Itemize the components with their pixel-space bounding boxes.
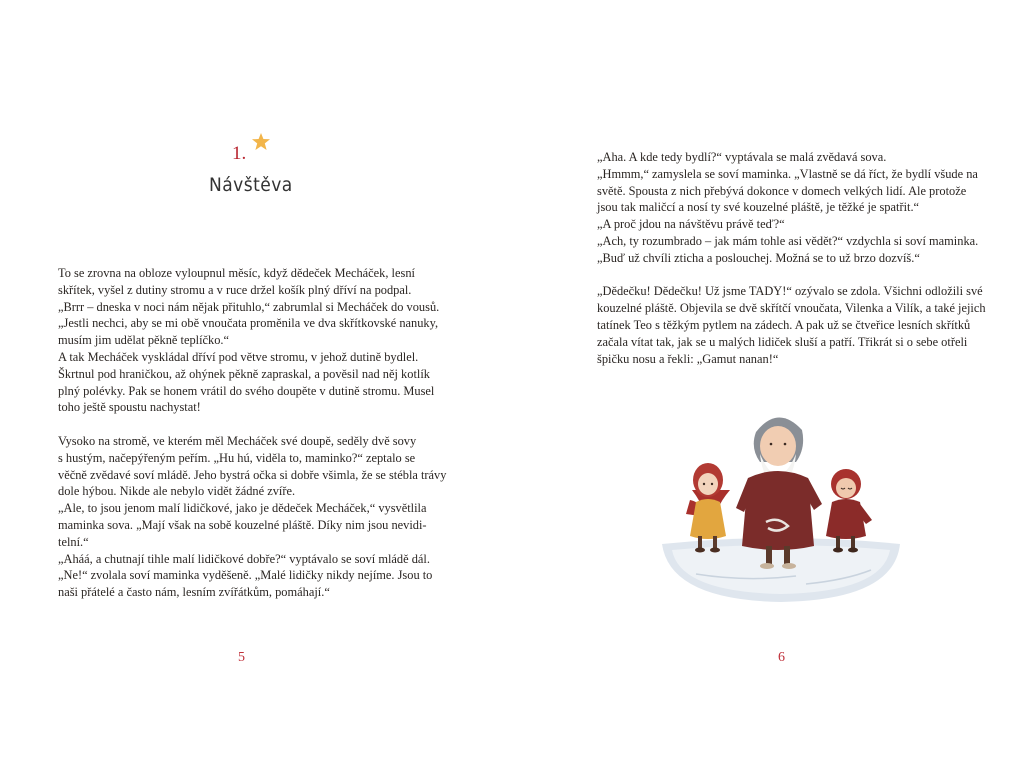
text-line: kouzelné pláště. Objevila se dvě skřítčí vnoučata, Vilenka a Vilík, a také jejich (597, 301, 986, 316)
text-line: musím jim udělat pěkně teplíčko.“ (58, 333, 230, 348)
page-number-right: 6 (778, 650, 785, 665)
text-line: špičku nosu a řekli: „Gamut nanan!“ (597, 351, 779, 366)
text-line: „Aháá, a chutnají tihle malí lidičkové dobře?“ vyptávalo se soví mládě dál. (58, 551, 430, 566)
text-line: jsou tak maličcí a nosí ty své kouzelné pláště, je těžké je spatřit.“ (597, 200, 920, 215)
chapter-title: Návštěva (209, 174, 293, 196)
text-line: „Ne!“ zvolala soví maminka vyděšeně. „Malé lidičky nikdy nejíme. Jsou to (58, 568, 433, 583)
text-line: „Aha. A kde tedy bydlí?“ vyptávala se malá zvědavá sova. (597, 150, 887, 164)
text-line: „Ale, to jsou jenom malí lidičkové, jako je dědeček Mecháček,“ vysvětlila (58, 501, 427, 516)
text-line: tatínek Teo s těžkým pytlem na zádech. A pak už se čtveřice lesních skřítků (597, 317, 971, 332)
gnome-family-illustration (656, 404, 906, 608)
text-line: skřítek, vyšel z dutiny stromu a v ruce držel košík plný dříví na podpal. (58, 282, 412, 297)
text-line: naši přátelé a často nám, lesním zvířátkům, pomáhají.“ (58, 585, 330, 600)
text-line: „Brrr – dneska v noci nám nějak přituhlo,“ zabrumlal si Mecháček do vousů. (58, 299, 440, 314)
text-line: „Jestli nechci, aby se mi obě vnoučata proměnila ve dva skřítkovské nanuky, (58, 316, 439, 331)
text-line: To se zrovna na obloze vyloupnul měsíc, když dědeček Mecháček, lesní (58, 266, 415, 280)
text-line: Škrtnul pod hraničkou, až ohýnek pěkně zapraskal, a pověsil nad něj kotlík (58, 366, 430, 381)
text-line: telní.“ (58, 534, 89, 549)
text-line: začala vítat tak, jak se u malých lidiček sluší a patří. Třikrát si o sebe otřeli (597, 334, 968, 349)
text-line: Vysoko na stromě, ve kterém měl Mecháček své doupě, seděly dvě sovy (58, 433, 417, 448)
text-line: „Hmmm,“ zamyslela se soví maminka. „Vlastně se dá říct, že bydlí všude na (597, 166, 978, 181)
right-body-text (597, 149, 986, 367)
text-line: plný polévky. Pak se honem vrátil do svého doupěte v dutině stromu. Musel (58, 383, 435, 398)
text-line: „Buď už chvíli zticha a poslouchej. Možná se to už brzo dozvíš.“ (597, 250, 920, 265)
text-line: světě. Spousta z nich přebývá dokonce v domech velkých lidí. Ale protože (597, 183, 967, 198)
grandpa-figure (736, 417, 822, 569)
text-line: „Ach, ty rozumbrado – jak mám tohle asi vědět?“ vzdychla si soví maminka. (597, 233, 979, 248)
text-line: maminka sova. „Mají však na sobě kouzelné pláště. Díky nim jsou nevidi- (58, 517, 427, 532)
text-line: A tak Mecháček vyskládal dříví pod větve stromu, v jehož dutině bydlel. (58, 349, 419, 364)
chapter-number: 1. (232, 143, 247, 164)
text-line: s hustým, načepýřeným peřím. „Hu hú, viděla to, maminko?“ zeptalo se (58, 450, 416, 465)
text-line: toho ještě spoustu nachystat! (58, 400, 201, 415)
text-line: věčně zvědavé soví mládě. Jeho bystrá očka si dobře všimla, že se stébla trávy (58, 467, 447, 482)
text-line: „Dědečku! Dědečku! Už jsme TADY!“ ozývalo se zdola. Všichni odložili své (597, 284, 983, 299)
girl-figure (686, 463, 730, 553)
text-line: „A proč jdou na návštěvu právě teď?“ (597, 217, 785, 232)
page-number-left: 5 (238, 650, 245, 665)
text-line: dole hýbou. Nikde ale nebylo vidět žádné zvíře. (58, 484, 296, 499)
